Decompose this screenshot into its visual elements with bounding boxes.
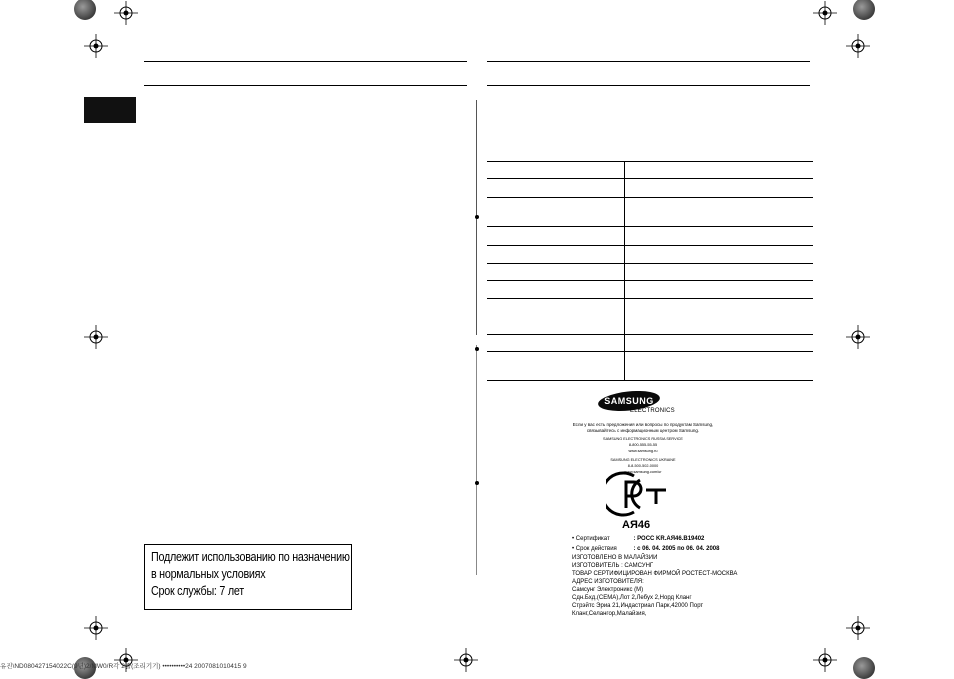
address-line: Самсунг Электроникс (М) — [572, 587, 644, 593]
notice-line: Срок службы: 7 лет — [151, 584, 244, 598]
certified-by: ТОВАР СЕРТИФИЦИРОВАН ФИРМОЙ РОСТЕСТ-МОСКВА — [572, 571, 738, 577]
address-title: АДРЕС ИЗГОТОВИТЕЛЯ: — [572, 579, 644, 585]
registration-mark-icon — [454, 648, 478, 672]
registration-mark-icon — [84, 34, 108, 58]
contact-line: 8-800-555-55-55 — [628, 443, 658, 447]
gutter-dot — [475, 481, 479, 485]
validity-label: Срок действия — [575, 546, 617, 552]
registration-mark-icon — [84, 325, 108, 349]
certificate-label: Сертификат — [575, 536, 610, 542]
language-tab — [84, 97, 136, 123]
certificate-value: : РОСС KR.АЯ46.B19402 — [633, 536, 705, 542]
bullet: • — [572, 546, 575, 552]
contact-line: www.samsung.ru — [628, 449, 658, 453]
header-rule-right — [487, 61, 810, 62]
header-rule-left — [144, 61, 467, 62]
registration-mark-icon — [84, 616, 108, 640]
registration-mark-icon — [846, 325, 870, 349]
certificate-line — [572, 535, 704, 543]
print-slug: 유진\ND080427154022C(9년)2/MW0/R각 2줄(조리기기) ••••••••••24 2007081010415 9 — [0, 663, 247, 670]
table-row — [487, 335, 813, 352]
contact-line: SAMSUNG ELECTRONICS UKRAINE — [610, 458, 676, 462]
table-row — [487, 227, 813, 246]
registration-mark-icon — [846, 616, 870, 640]
address-line: Кланг,Селангор,Малайзия, — [572, 611, 647, 617]
contact-line: 8-8-500-502-0000 — [627, 464, 659, 468]
table-row — [487, 299, 813, 335]
contact-block — [572, 422, 714, 475]
table-row — [487, 198, 813, 227]
address-line: Сдн.Бхд.(СЕМА),Лот 2,Лебух 2,Норд Кланг — [572, 595, 692, 601]
bullet: • — [572, 536, 575, 542]
made-in: ИЗГОТОВЛЕНО В МАЛАЙЗИИ — [572, 555, 658, 561]
registration-mark-icon — [813, 1, 837, 25]
contact-line: Если у вас есть предложения или вопросы по продуктам Samsung, — [572, 422, 714, 427]
table-row — [487, 281, 813, 299]
notice-line: в нормальных условиях — [151, 567, 266, 581]
header-rule-right-bottom — [487, 85, 810, 86]
validity-line — [572, 545, 719, 553]
pct-certification-mark-icon — [606, 470, 668, 520]
specification-table — [487, 161, 813, 381]
contact-line: www.samsung.com/ur — [624, 470, 662, 474]
manufacturer: ИЗГОТОВИТЕЛЬ : САМСУНГ — [572, 563, 654, 569]
gutter-dot — [475, 347, 479, 351]
validity-value: : с 06. 04. 2005 по 06. 04. 2008 — [633, 546, 720, 552]
electronics-label: ELECTRONICS — [630, 408, 675, 414]
gutter-line — [476, 345, 477, 575]
table-row — [487, 246, 813, 264]
contact-line: связывайтесь с информационным центром Samsung. — [586, 428, 700, 433]
address-line: Стрэйтс Эриа 21,Индастриал Парк,42000 Порт — [572, 603, 704, 609]
header-rule-left-bottom — [144, 85, 467, 86]
table-row — [487, 352, 813, 381]
table-row — [487, 179, 813, 198]
color-calibration-icon — [74, 0, 96, 20]
contact-line: SAMSUNG ELECTRONICS RUSSIA SERVICE — [603, 437, 683, 441]
gutter-dot — [475, 215, 479, 219]
notice-line: Подлежит использованию по назначению — [151, 550, 350, 564]
service-life-notice — [144, 544, 352, 610]
registration-mark-icon — [114, 1, 138, 25]
table-row — [487, 264, 813, 281]
color-calibration-icon — [853, 0, 875, 20]
table-row — [487, 162, 813, 179]
certification-mark-code: АЯ46 — [622, 519, 651, 531]
registration-mark-icon — [813, 648, 837, 672]
color-calibration-icon — [853, 657, 875, 679]
samsung-logo-text: SAMSUNG — [604, 396, 654, 406]
registration-mark-icon — [846, 34, 870, 58]
